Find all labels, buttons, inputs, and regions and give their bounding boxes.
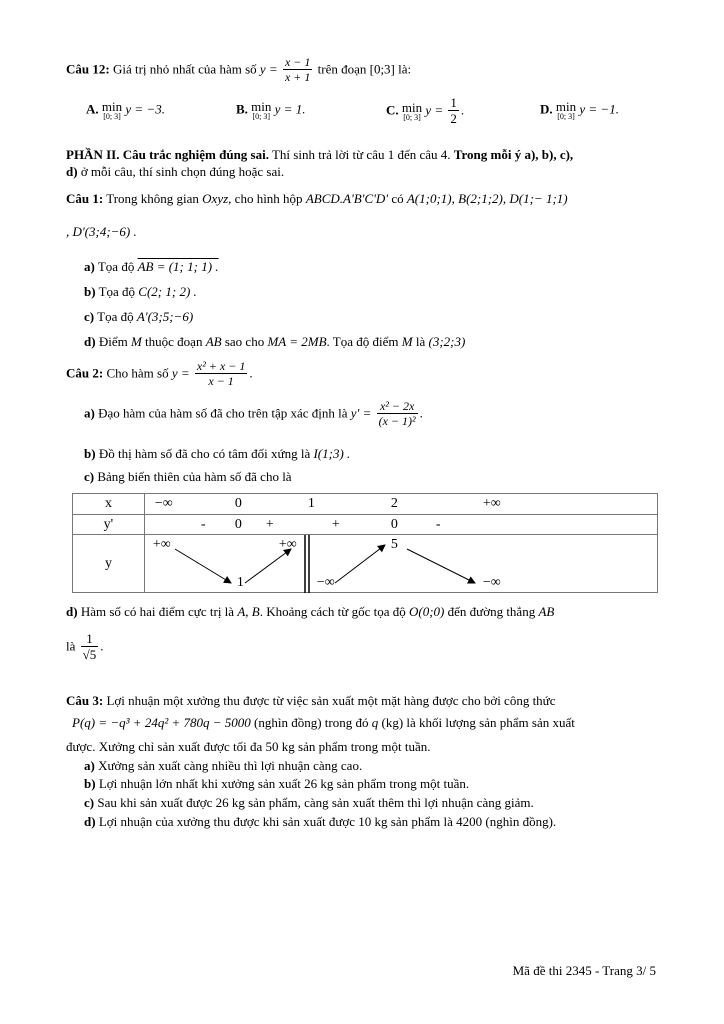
item-text: Điểm <box>98 334 128 349</box>
c1-point-b: B(2;1;2), <box>458 191 507 206</box>
row-y-values <box>144 535 657 593</box>
item-text: Sau khi sản xuất được 26 kg sản phẩm, càng sản xuất thêm thì lợi nhuận càng giảm. <box>97 795 534 810</box>
c3-line3b: 50 <box>265 739 279 754</box>
c2-item-d <box>66 605 554 620</box>
x-val: +∞ <box>482 496 501 511</box>
c1-point-a: A(1;0;1), <box>406 191 455 206</box>
y-val: +∞ <box>278 537 297 552</box>
y-val: −∞ <box>316 575 335 590</box>
q12-interval: [0;3] <box>369 61 395 77</box>
item-label: a) <box>84 405 95 421</box>
c3-item-c <box>84 796 534 811</box>
item-text: Tọa độ <box>97 259 135 274</box>
option-a-label: A. <box>86 101 99 117</box>
option-a-expr: y = −3. <box>125 101 165 117</box>
q12-option-c <box>386 96 464 127</box>
c3-item-d <box>84 815 556 830</box>
c3-label: Câu 3: <box>66 693 104 708</box>
item-math: I(1;3) . <box>313 446 351 461</box>
min-word: min <box>251 99 272 114</box>
item-label: b) <box>84 284 96 299</box>
row-yp-signs <box>144 515 657 535</box>
page-footer: Mã đề thi 2345 - Trang 3/ 5 <box>512 963 656 978</box>
item-math-res: (3;2;3) <box>428 334 466 349</box>
item-label: c) <box>84 309 95 324</box>
c2-lhs: y = <box>171 365 190 381</box>
item-text: Tọa độ <box>97 309 134 324</box>
frac-den: 2 <box>450 111 457 127</box>
c1-text1: Trong không gian <box>106 191 199 206</box>
c2-item-a: a) Đạo hàm của hàm số đã cho trên tập xác định là y' = $\frac{\text{x² − 2x}}{\text{(x − 1)²}}$ . <box>84 399 423 429</box>
item-lhs: y' = <box>350 405 372 421</box>
y-val: −∞ <box>482 575 501 590</box>
c3-line3 <box>66 740 431 755</box>
c1-label: Câu 1: <box>66 191 104 206</box>
item-text: Đạo hàm của hàm số đã cho trên tập xác định là <box>98 405 348 421</box>
sign: - <box>435 517 441 532</box>
q12-text: Giá trị nhỏ nhất của hàm số <box>112 61 257 77</box>
c2-item-c <box>84 470 292 485</box>
item-label: c) <box>84 469 95 484</box>
option-d-label: D. <box>540 101 553 117</box>
question-c2: Câu 2: Cho hàm số y = $\frac{\text{x² + x − 1}}{x - 1}$ . <box>66 359 253 389</box>
c3-item-b <box>84 777 469 792</box>
item-label: a) <box>84 259 95 274</box>
c3-line3c: kg sản phẩm trong một tuần. <box>281 739 431 754</box>
c3-formula: P(q) = −q³ + 24q² + 780q − 5000 <box>72 715 251 730</box>
arrow-up-2 <box>335 545 385 583</box>
x-val: 2 <box>390 496 398 511</box>
q12-option-a <box>86 100 165 121</box>
variation-arrows <box>145 535 659 593</box>
item-text: Xưởng sản xuất càng nhiều thì lợi nhuận càng cao. <box>98 758 363 773</box>
item-text: Hàm số có hai điểm cực trị là <box>80 604 235 619</box>
min-word: min <box>401 99 423 115</box>
c3-text3: là khối lượng sản phẩm sản xuất <box>406 715 575 730</box>
min-sub: [0; 3] <box>252 112 271 121</box>
c1-point-d2: , D'(3;4;−6) . <box>66 224 137 239</box>
sign: 0 <box>390 517 398 532</box>
item-math-cond: MA = 2MB <box>267 334 327 349</box>
q12-func-fraction <box>283 56 312 85</box>
variation-table <box>72 493 658 593</box>
frac-num: 1 <box>450 95 457 110</box>
item-label: b) <box>84 446 96 461</box>
q12-func-num: x − 1 <box>284 55 311 69</box>
q12-option-d <box>540 100 619 121</box>
q12-text3: là: <box>398 61 412 77</box>
min-sub: [0; 3] <box>557 112 575 121</box>
part2-header-line2 <box>66 165 284 180</box>
x-val: 1 <box>307 496 315 511</box>
min-sub: [0; 3] <box>403 112 421 122</box>
option-d-expr: y = −1. <box>579 101 619 117</box>
part2-line2: ở mỗi câu, thí sinh chọn đúng hoặc sai. <box>80 164 285 179</box>
sign: + <box>331 517 340 532</box>
part2-bold-tail: Trong mỗi ý a), b), c), <box>453 147 574 162</box>
option-a-min <box>102 100 122 121</box>
question-c1 <box>66 192 568 207</box>
row-label-yp: y' <box>73 515 145 535</box>
item-math-o: O(0;0) <box>408 604 445 619</box>
c1-box: ABCD.A'B'C'D' <box>305 191 389 206</box>
item-text: Tọa độ <box>98 284 136 299</box>
c1-text3: có <box>391 191 404 206</box>
c1-item-c <box>84 310 193 325</box>
min-word: min <box>101 99 123 114</box>
c1-space: Oxyz <box>202 191 229 206</box>
option-b-expr: y = 1. <box>274 101 306 117</box>
item-text: Lợi nhuận lớn nhất khi xưởng sản xuất 26 kg sản phẩm trong một tuần. <box>98 776 470 791</box>
q12-func-den: x + 1 <box>284 70 311 85</box>
c2-fraction <box>195 360 247 389</box>
q12-text2: trên đoạn <box>317 61 367 77</box>
item-text: Lợi nhuận của xưởng thu được khi sản xuất được 10 kg sản phẩm là 4200 (nghìn đồng). <box>98 814 557 829</box>
c2-item-d-line2 <box>66 632 104 663</box>
part2-title: PHẦN II. Câu trắc nghiệm đúng sai. <box>66 147 269 162</box>
item-tail: . <box>100 638 104 654</box>
x-val: −∞ <box>154 496 173 511</box>
item-label: c) <box>84 795 95 810</box>
sign: 0 <box>234 517 242 532</box>
q12-label: Câu 12: <box>66 61 110 77</box>
item-label: d) <box>66 604 78 619</box>
y-val: 1 <box>236 575 244 590</box>
row-label-x: x <box>73 494 145 515</box>
q12-func-lhs: y = <box>259 61 278 77</box>
item-text2: . Khoảng cách từ gốc tọa độ <box>259 604 406 619</box>
item-la: là <box>66 638 76 654</box>
item-text: Bảng biến thiên của hàm số đã cho là <box>97 469 292 484</box>
item-label: a) <box>84 758 95 773</box>
arrow-down-1 <box>175 549 231 583</box>
c1-item-b <box>84 285 197 300</box>
arrow-down-2 <box>407 549 475 583</box>
item-text5: là <box>415 334 426 349</box>
c3-line2 <box>72 716 575 731</box>
item-label: d) <box>84 334 96 349</box>
item-text2: thuộc đoạn <box>145 334 203 349</box>
c2-text1: Cho hàm số <box>106 365 169 381</box>
item-text3: sao cho <box>224 334 265 349</box>
c3-line3a: được. Xưởng chỉ sản xuất được tối đa <box>66 739 263 754</box>
x-val: 0 <box>234 496 242 511</box>
c2-den: x − 1 <box>208 374 234 389</box>
item-text3: đến đường thẳng <box>447 604 536 619</box>
c2-label: Câu 2: <box>66 365 104 381</box>
item-math: AB = (1; 1; 1) . <box>137 259 219 274</box>
y-val: 5 <box>390 537 398 552</box>
frac-den: √5 <box>82 647 97 663</box>
q12-option-b <box>236 100 305 121</box>
option-c-fraction <box>448 96 459 127</box>
question-c3 <box>66 694 556 709</box>
c3-text1: Lợi nhuận một xưởng thu được từ việc sản xuất một mặt hàng được cho bởi công thức <box>106 693 556 708</box>
c1-item-d <box>84 335 465 350</box>
option-c-label: C. <box>386 102 399 118</box>
item-text: Đồ thị hàm số đã cho có tâm đối xứng là <box>98 446 311 461</box>
sign: + <box>265 517 274 532</box>
part2-line2-bold: d) <box>66 164 78 179</box>
item-label: d) <box>84 814 96 829</box>
c3-text2: (nghìn đồng) trong đó <box>254 715 369 730</box>
c1-line2 <box>66 225 137 240</box>
item-math-ab: AB <box>205 334 222 349</box>
option-b-min <box>251 100 271 121</box>
item-math-ab: A, B <box>237 604 260 619</box>
option-d-min <box>556 100 576 121</box>
d-fraction <box>81 632 99 663</box>
item-math: C(2; 1; 2) . <box>138 284 197 299</box>
c1-text2: , cho hình hộp <box>228 191 303 206</box>
c2-num: x² + x − 1 <box>196 359 246 373</box>
option-c-min <box>402 101 422 122</box>
c3-q: q <box>371 715 379 730</box>
sign: - <box>200 517 206 532</box>
item-label: b) <box>84 776 96 791</box>
frac-num: 1 <box>81 632 99 647</box>
frac-den: (x − 1)² <box>378 414 416 429</box>
item-math-m2: M <box>401 334 413 349</box>
min-sub: [0; 3] <box>103 112 121 121</box>
arrow-up-1 <box>245 549 291 583</box>
frac-num: x² − 2x <box>377 400 418 414</box>
item-math-m: M <box>130 334 142 349</box>
y-val: +∞ <box>152 537 171 552</box>
c1-item-a <box>84 260 219 275</box>
part2-text: Thí sinh trả lời từ câu 1 đến câu 4. <box>271 147 451 162</box>
item-math: A'(3;5;−6) <box>136 309 194 324</box>
item-math-ab2: AB <box>538 604 555 619</box>
option-c-tail: . <box>460 102 465 118</box>
min-word: min <box>555 99 577 114</box>
c2-derivative-fraction <box>377 400 418 429</box>
c3-kg: (kg) <box>381 715 404 730</box>
option-b-label: B. <box>236 101 248 117</box>
question-12 <box>66 56 411 85</box>
c3-item-a <box>84 759 362 774</box>
part2-header-line1 <box>66 148 573 163</box>
option-c-expr: y = <box>425 102 444 118</box>
row-label-y: y <box>73 535 145 593</box>
item-text4: . Tọa độ điểm <box>326 334 399 349</box>
row-x-values <box>144 494 657 515</box>
c2-item-b <box>84 447 350 462</box>
c1-point-d: D(1;− 1;1) <box>509 191 568 206</box>
